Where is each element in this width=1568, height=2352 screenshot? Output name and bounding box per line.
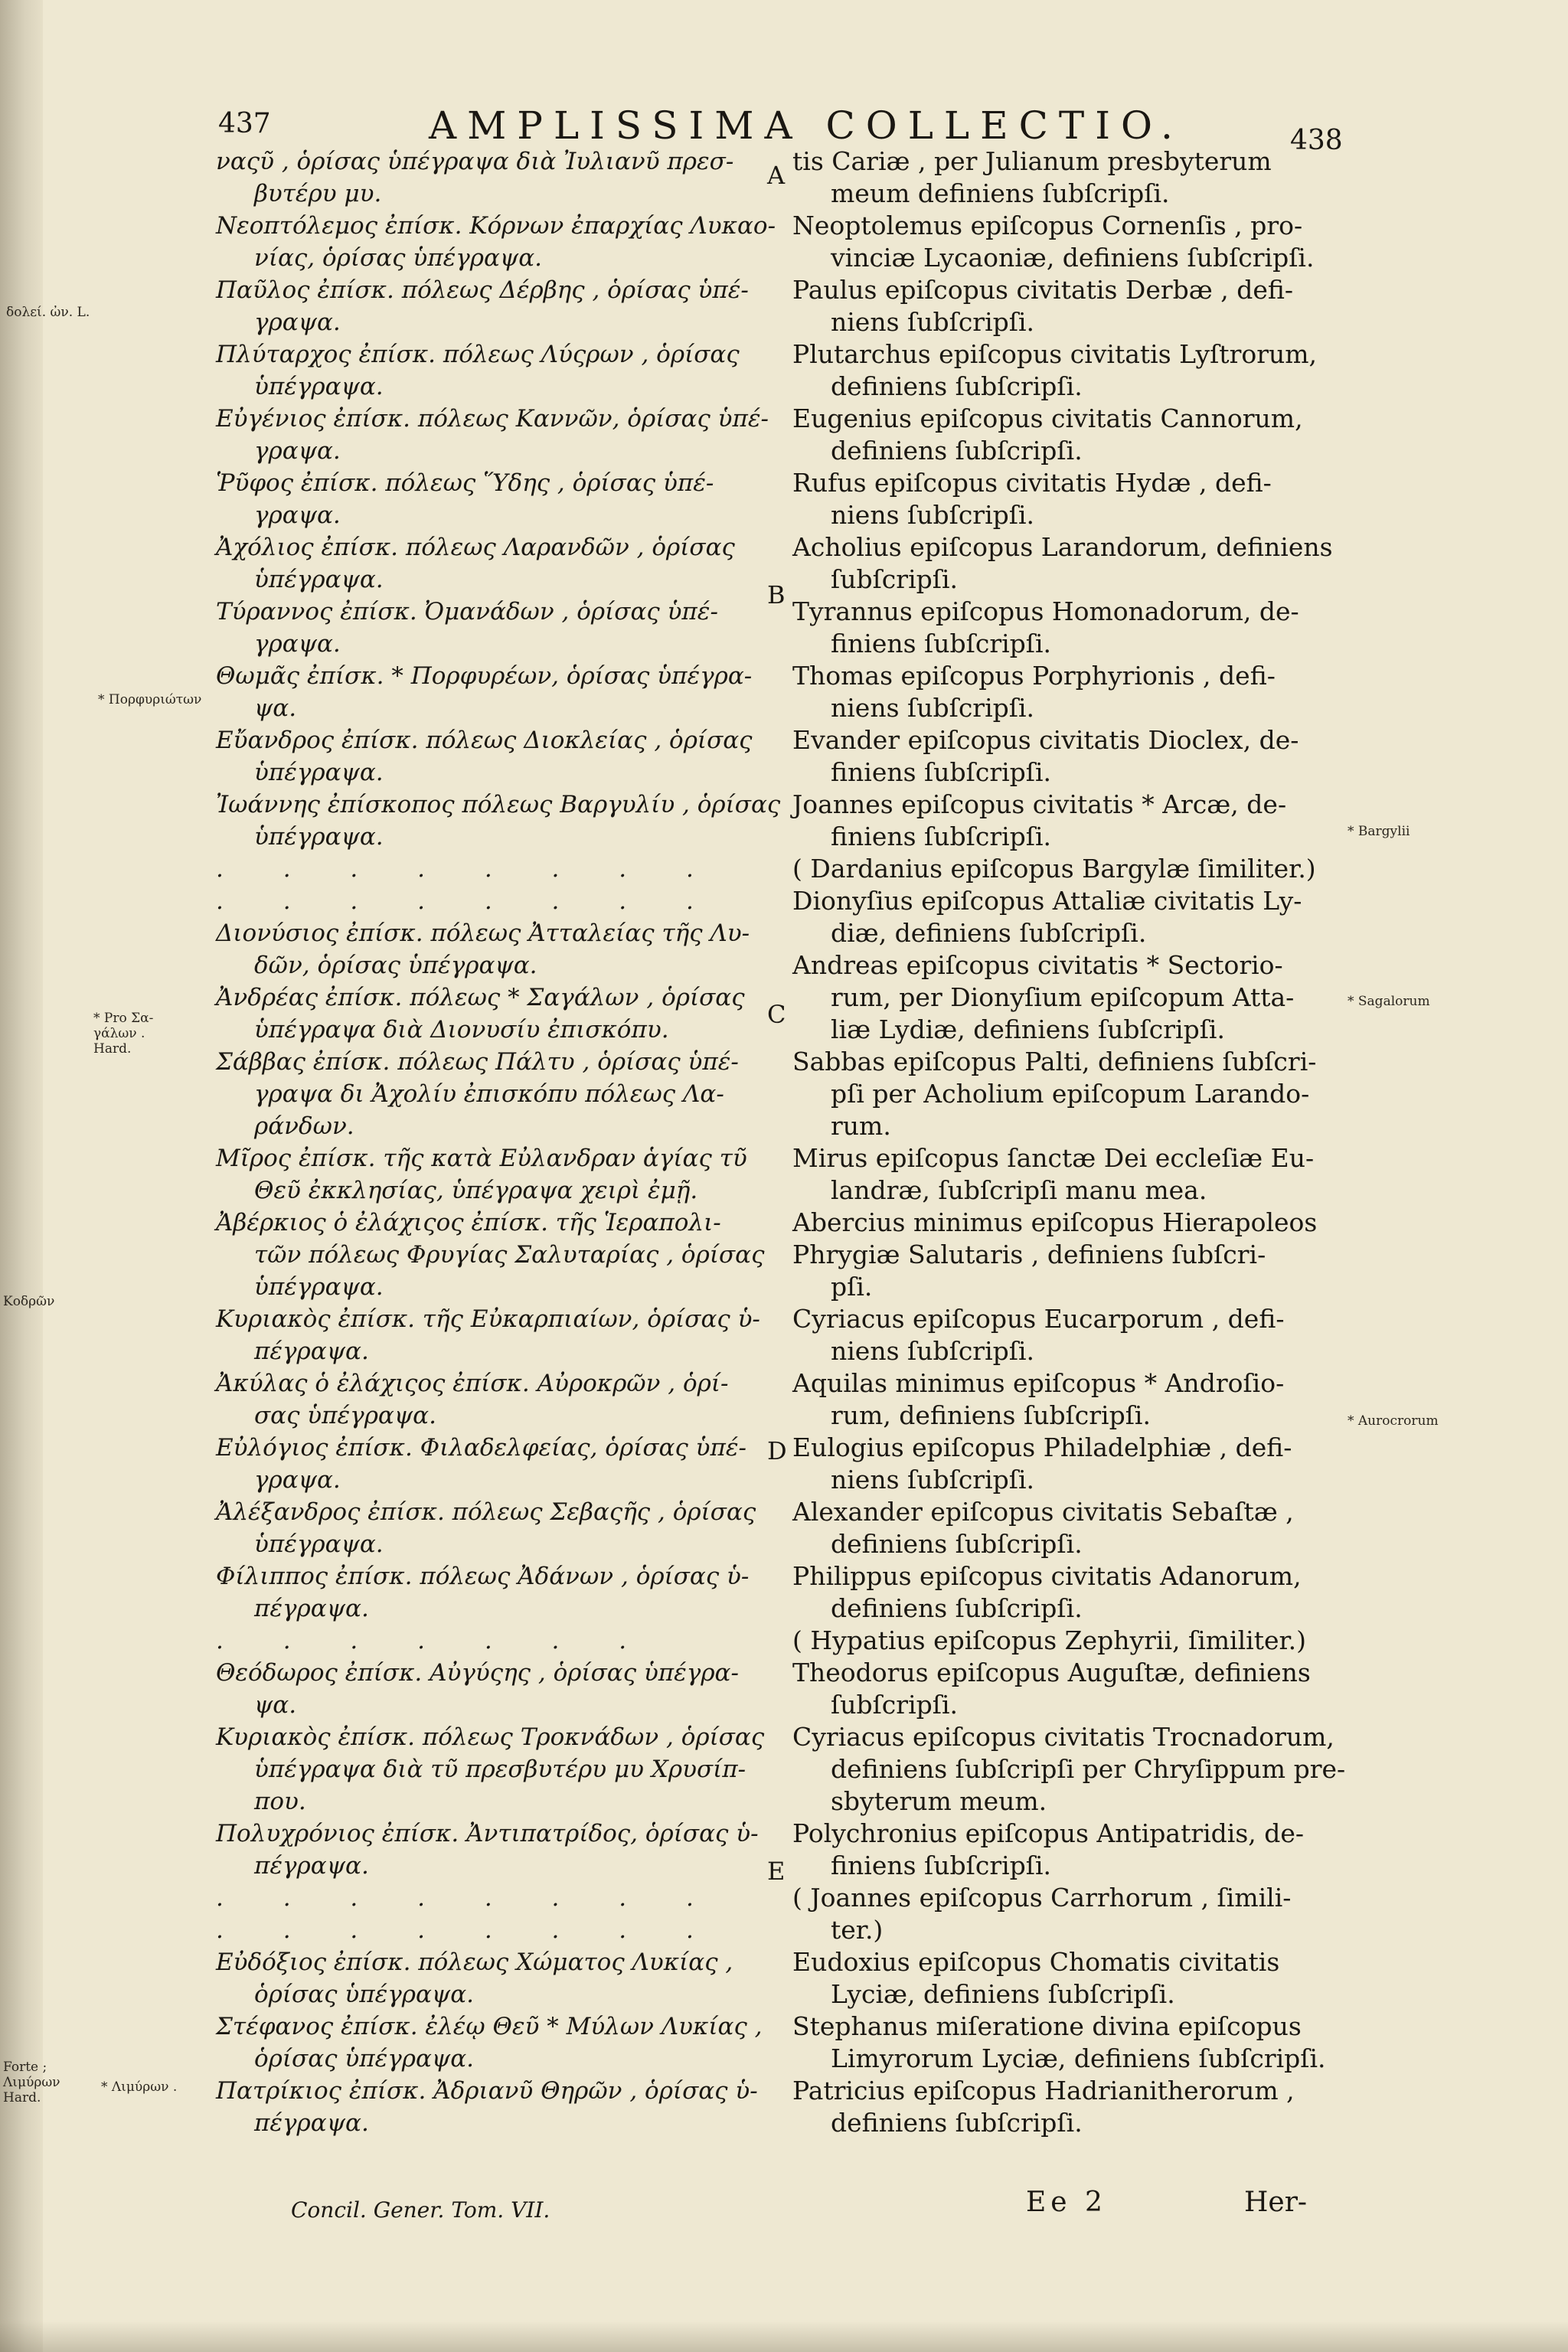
greek-line: Εὐλόγιος ἐπίσκ. Φιλαδελφείας, ὁρίσας ὑπέ- — [216, 1434, 746, 1462]
page-gutter — [0, 0, 43, 2352]
greek-line: ὑπέγραψα. — [254, 1530, 384, 1558]
greek-line: ὑπέγραψα. — [254, 566, 384, 593]
greek-line: γραψα. — [254, 1466, 341, 1494]
latin-column — [792, 145, 1344, 2139]
footer-running-title: Concil. Gener. Tom. VII. — [291, 2197, 550, 2223]
omission-dots: . . . . . . . . — [216, 1884, 720, 1912]
latin-line: Paulus epiſcopus civitatis Derbæ , defi- — [792, 275, 1294, 305]
catchword: Her- — [1244, 2187, 1308, 2218]
latin-line: niens ſubſcripſi. — [831, 1336, 1035, 1366]
latin-line: Plutarchus epiſcopus civitatis Lyſtrorum, — [792, 339, 1318, 369]
column-marker: C — [767, 1000, 786, 1029]
greek-line: πέγραψα. — [254, 1595, 369, 1622]
greek-line: Διονύσιος ἐπίσκ. πόλεως Ἀτταλείας τῆς Λυ- — [216, 920, 750, 947]
omission-dots: . . . . . . . . — [216, 855, 720, 883]
latin-line: meum definiens ſubſcripſi. — [831, 178, 1170, 208]
latin-line: Cyriacus epiſcopus civitatis Trocnadorum, — [792, 1722, 1334, 1752]
greek-line: Εὐγένιος ἐπίσκ. πόλεως Καννῶν, ὁρίσας ὑπέ- — [216, 405, 769, 433]
page-edge-shadow — [0, 2321, 1568, 2352]
greek-line: που. — [254, 1788, 306, 1815]
greek-line: ὁρίσας ὑπέγραψα. — [254, 1981, 474, 2008]
greek-line: πέγραψα. — [254, 2109, 369, 2137]
greek-line: Ἰωάννης ἐπίσκοπος πόλεως Βαργυλίυ , ὁρίσας — [216, 791, 781, 818]
latin-line: definiens ſubſcripſi. — [831, 1529, 1083, 1559]
greek-line: Ἀνδρέας ἐπίσκ. πόλεως * Σαγάλων , ὁρίσας — [216, 984, 745, 1011]
greek-line: ὑπέγραψα. — [254, 823, 384, 851]
latin-line: ſubſcripſi. — [831, 564, 958, 594]
latin-line: sbyterum meum. — [831, 1786, 1047, 1816]
latin-line: Eugenius epiſcopus civitatis Cannorum, — [792, 403, 1303, 433]
margin-note: * Πορφυριώτων — [98, 692, 202, 707]
latin-line: definiens ſubſcripſi per Chryſippum pre- — [831, 1754, 1346, 1784]
latin-line: Dionyſius epiſcopus Attaliæ civitatis Ly- — [792, 886, 1302, 916]
greek-line: Ἀκύλας ὁ ἐλάχιςος ἐπίσκ. Αὐροκρῶν , ὁρί- — [216, 1370, 729, 1397]
latin-line: Alexander epiſcopus civitatis Sebaſtæ , — [792, 1497, 1294, 1527]
latin-line: Theodorus epiſcopus Auguſtæ, definiens — [792, 1658, 1311, 1687]
margin-note: * Pro Σα- γάλων . Hard. — [93, 1011, 154, 1057]
margin-note: * Bargylii — [1348, 824, 1410, 839]
greek-line: ψα. — [254, 1691, 297, 1719]
latin-line: Tyrannus epiſcopus Homonadorum, de- — [792, 596, 1299, 626]
latin-line: ( Joannes epiſcopus Carrhorum , ſimili- — [792, 1883, 1292, 1913]
greek-line: Φίλιππος ἐπίσκ. πόλεως Ἀδάνων , ὁρίσας ὑ- — [216, 1563, 750, 1590]
greek-line: τῶν πόλεως Φρυγίας Σαλυταρίας , ὁρίσας — [254, 1241, 765, 1269]
margin-note: δολεί. ὠν. L. — [6, 305, 90, 320]
greek-line: πέγραψα. — [254, 1338, 369, 1365]
latin-line: niens ſubſcripſi. — [831, 500, 1035, 530]
latin-line: Eulogius epiſcopus Philadelphiæ , defi- — [792, 1432, 1292, 1462]
greek-line: νίας, ὁρίσας ὑπέγραψα. — [254, 244, 542, 272]
latin-line: Mirus epiſcopus ſanctæ Dei eccleſiæ Eu- — [792, 1143, 1315, 1173]
latin-line: Acholius epiſcopus Larandorum, definiens — [792, 532, 1333, 562]
margin-note: Κοδρῶν — [3, 1294, 55, 1309]
latin-line: Patricius epiſcopus Hadrianitherorum , — [792, 2076, 1295, 2105]
latin-line: definiens ſubſcripſi. — [831, 1593, 1083, 1623]
latin-line: Philippus epiſcopus civitatis Adanorum, — [792, 1561, 1302, 1591]
column-marker: A — [767, 161, 786, 190]
greek-line: Θεόδωρος ἐπίσκ. Αὐγύςης , ὁρίσας ὑπέγρα- — [216, 1659, 739, 1687]
latin-line: rum, definiens ſubſcripſi. — [831, 1400, 1151, 1430]
greek-line: Κυριακὸς ἐπίσκ. τῆς Εὐκαρπιαίων, ὁρίσας ὑ- — [216, 1305, 760, 1333]
greek-line: πέγραψα. — [254, 1852, 369, 1880]
column-marker: D — [767, 1436, 787, 1465]
greek-line: Θωμᾶς ἐπίσκ. * Πορφυρέων, ὁρίσας ὑπέγρα- — [216, 662, 753, 690]
latin-line: rum. — [831, 1111, 891, 1141]
greek-line: Ἀλέξανδρος ἐπίσκ. πόλεως Σεβαςῆς , ὁρίσας — [216, 1498, 756, 1526]
latin-line: niens ſubſcripſi. — [831, 693, 1035, 723]
latin-line: finiens ſubſcripſi. — [831, 1851, 1052, 1880]
greek-line: γραψα. — [254, 437, 341, 465]
latin-line: definiens ſubſcripſi. — [831, 2108, 1083, 2138]
greek-line: Εὔανδρος ἐπίσκ. πόλεως Διοκλείας , ὁρίσας — [216, 727, 753, 754]
latin-line: definiens ſubſcripſi. — [831, 371, 1083, 401]
latin-line: Limyrorum Lyciæ, definiens ſubſcripſi. — [831, 2043, 1326, 2073]
greek-line: Νεοπτόλεμος ἐπίσκ. Κόρνων ἐπαρχίας Λυκαο- — [216, 212, 776, 240]
greek-line: ὁρίσας ὑπέγραψα. — [254, 2045, 474, 2073]
greek-line: γραψα. — [254, 630, 341, 658]
margin-note: * Sagalorum — [1348, 994, 1430, 1009]
page-number-left: 437 — [218, 108, 271, 139]
greek-line: ὑπέγραψα διὰ Διονυσίυ ἐπισκόπυ. — [254, 1016, 669, 1044]
running-title: AMPLISSIMA COLLECTIO. — [429, 103, 1184, 148]
latin-line: Thomas epiſcopus Porphyrionis , defi- — [792, 661, 1276, 691]
latin-line: Eudoxius epiſcopus Chomatis civitatis — [792, 1947, 1280, 1977]
latin-line: Stephanus miſeratione divina epiſcopus — [792, 2011, 1302, 2041]
greek-line: Παῦλος ἐπίσκ. πόλεως Δέρβης , ὁρίσας ὑπέ- — [216, 276, 749, 304]
latin-line: Polychronius epiſcopus Antipatridis, de- — [792, 1818, 1305, 1848]
greek-line: Τύραννος ἐπίσκ. Ὀμανάδων , ὁρίσας ὑπέ- — [216, 598, 718, 626]
margin-note: * Λιμύρων . — [101, 2079, 178, 2095]
latin-line: niens ſubſcripſi. — [831, 307, 1035, 337]
greek-line: Ἀβέρκιος ὁ ἐλάχιςος ἐπίσκ. τῆς Ἱεραπολι- — [216, 1209, 721, 1236]
latin-line: ter.) — [831, 1915, 884, 1945]
greek-line: δῶν, ὁρίσας ὑπέγραψα. — [254, 952, 537, 979]
latin-line: finiens ſubſcripſi. — [831, 629, 1052, 658]
latin-line: Sabbas epiſcopus Palti, definiens ſubſcri- — [792, 1047, 1317, 1076]
margin-note: * Aurocrorum — [1348, 1413, 1439, 1429]
greek-line: Πατρίκιος ἐπίσκ. Ἀδριανῦ Θηρῶν , ὁρίσας ὑ- — [216, 2077, 758, 2105]
omission-dots: . . . . . . . . — [216, 887, 720, 915]
latin-line: Phrygiæ Salutaris , definiens ſubſcri- — [792, 1240, 1266, 1269]
latin-line: liæ Lydiæ, definiens ſubſcripſi. — [831, 1014, 1225, 1044]
greek-line: ὑπέγραψα. — [254, 759, 384, 786]
latin-line: Abercius minimus epiſcopus Hierapoleos — [792, 1207, 1318, 1237]
column-marker: E — [767, 1857, 786, 1886]
greek-line: Μῖρος ἐπίσκ. τῆς κατὰ Εὐλανδραν ἁγίας τῦ — [216, 1145, 747, 1172]
greek-line: Πλύταρχος ἐπίσκ. πόλεως Λύςρων , ὁρίσας — [216, 341, 740, 368]
latin-line: niens ſubſcripſi. — [831, 1465, 1035, 1494]
latin-line: ( Dardanius epiſcopus Bargylæ ſimiliter.) — [792, 854, 1316, 884]
latin-line: finiens ſubſcripſi. — [831, 757, 1052, 787]
greek-line: ὑπέγραψα. — [254, 1273, 384, 1301]
signature-mark: Ee 2 — [1026, 2187, 1107, 2218]
greek-line: Ῥῦφος ἐπίσκ. πόλεως Ὕδης , ὁρίσας ὑπέ- — [216, 469, 714, 497]
latin-line: pſi. — [831, 1272, 873, 1302]
greek-line: γραψα δι Ἀχολίυ ἐπισκόπυ πόλεως Λα- — [254, 1080, 724, 1108]
latin-line: pſi per Acholium epiſcopum Larando- — [831, 1079, 1310, 1109]
omission-dots: . . . . . . . — [216, 1627, 653, 1655]
latin-line: ( Hypatius epiſcopus Zephyrii, ſimiliter.) — [792, 1625, 1307, 1655]
greek-line: Θεῦ ἐκκλησίας, ὑπέγραψα χειρὶ ἐμῇ. — [254, 1177, 698, 1204]
greek-line: ψα. — [254, 694, 297, 722]
greek-line: γραψα. — [254, 309, 341, 336]
greek-line: γραψα. — [254, 501, 341, 529]
greek-line: Στέφανος ἐπίσκ. ἐλέῳ Θεῦ * Μύλων Λυκίας , — [216, 2013, 763, 2040]
latin-line: Neoptolemus epiſcopus Cornenſis , pro- — [792, 211, 1303, 240]
latin-line: tis Cariæ , per Julianum presbyterum — [792, 146, 1272, 176]
greek-line: ὑπέγραψα διὰ τῦ πρεσβυτέρυ μυ Χρυσίπ- — [254, 1756, 746, 1783]
greek-column — [216, 145, 787, 2139]
latin-line: Evander epiſcopus civitatis Dioclex, de- — [792, 725, 1299, 755]
latin-line: diæ, definiens ſubſcripſi. — [831, 918, 1147, 948]
greek-line: ὑπέγραψα. — [254, 373, 384, 400]
latin-line: Andreas epiſcopus civitatis * Sectorio- — [792, 950, 1283, 980]
column-marker: B — [767, 580, 786, 609]
margin-note: Forte ; Λιμύρων Hard. — [3, 2060, 60, 2105]
omission-dots: . . . . . . . . — [216, 1916, 720, 1944]
latin-line: rum, per Dionyſium epiſcopum Atta- — [831, 982, 1295, 1012]
greek-line: ναςῦ , ὁρίσας ὑπέγραψα διὰ Ἰυλιανῦ πρεσ- — [216, 148, 734, 175]
latin-line: vinciæ Lycaoniæ, definiens ſubſcripſi. — [831, 243, 1315, 273]
page-number-right: 438 — [1290, 125, 1343, 156]
latin-line: Cyriacus epiſcopus Eucarporum , defi- — [792, 1304, 1285, 1334]
latin-line: Aquilas minimus epiſcopus * Androſio- — [792, 1368, 1285, 1398]
latin-line: landræ, ſubſcripſi manu mea. — [831, 1175, 1207, 1205]
latin-line: Lyciæ, definiens ſubſcripſi. — [831, 1979, 1175, 2009]
latin-line: definiens ſubſcripſi. — [831, 436, 1083, 466]
greek-line: Σάββας ἐπίσκ. πόλεως Πάλτυ , ὁρίσας ὑπέ- — [216, 1048, 739, 1076]
latin-line: Rufus epiſcopus civitatis Hydæ , defi- — [792, 468, 1272, 498]
greek-line: Κυριακὸς ἐπίσκ. πόλεως Τροκνάδων , ὁρίσας — [216, 1723, 765, 1751]
greek-line: Ἀχόλιος ἐπίσκ. πόλεως Λαρανδῶν , ὁρίσας — [216, 534, 735, 561]
latin-line: ſubſcripſi. — [831, 1690, 958, 1720]
greek-line: Εὐδόξιος ἐπίσκ. πόλεως Χώματος Λυκίας , — [216, 1949, 733, 1976]
greek-line: σας ὑπέγραψα. — [254, 1402, 436, 1429]
latin-line: Joannes epiſcopus civitatis * Arcæ, de- — [792, 789, 1287, 819]
greek-line: ράνδων. — [254, 1112, 354, 1140]
latin-line: finiens ſubſcripſi. — [831, 822, 1052, 851]
greek-line: Πολυχρόνιος ἐπίσκ. Ἀντιπατρίδος, ὁρίσας ὑ- — [216, 1820, 759, 1847]
greek-line: βυτέρυ μυ. — [254, 180, 382, 207]
